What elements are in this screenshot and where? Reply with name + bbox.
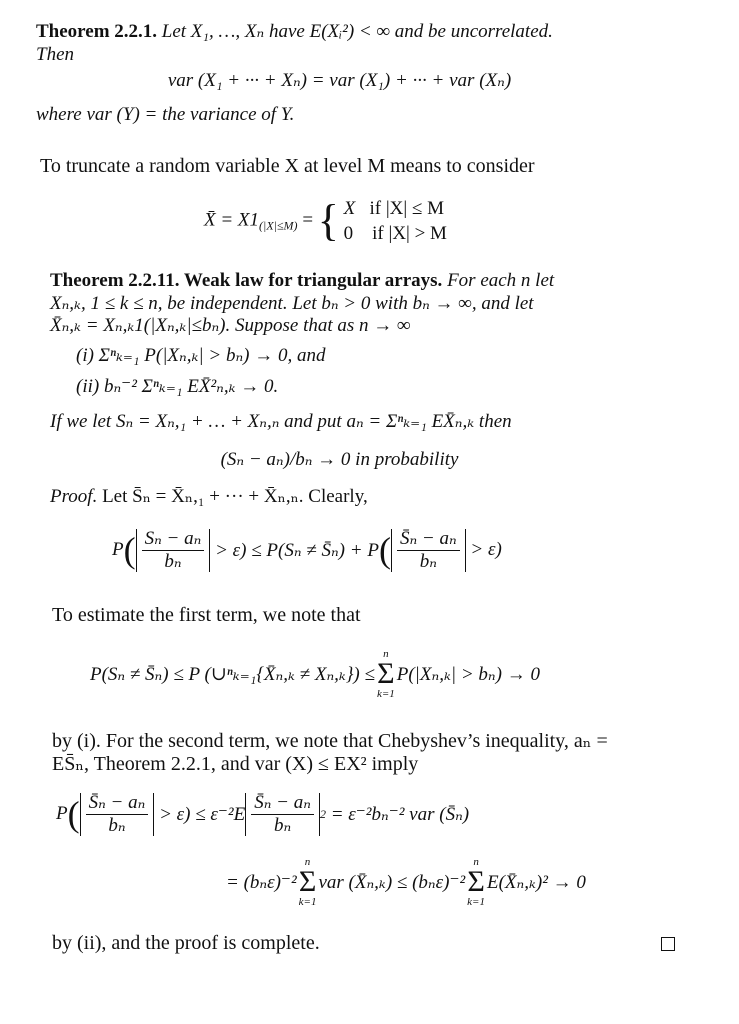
truncate-intro: To truncate a random variable X at level M means to consider [40, 155, 535, 177]
case-2: 0 if |X| > M [343, 223, 447, 244]
proof-end: by (ii), and the proof is complete. [52, 932, 320, 954]
second-term-line2: ES̄ₙ, Theorem 2.2.1, and var (X) ≤ EX² imply [52, 753, 419, 775]
condition-ii: (ii) bₙ⁻² Σⁿₖ₌₁ EX̄²ₙ,ₖ → 0. [76, 376, 279, 397]
proof-first-line: Proof. Let S̄ₙ = X̄ₙ,₁ + ··· + X̄ₙ,ₙ. Clearly, [50, 486, 368, 507]
theorem-2-2-11-iflet: If we let Sₙ = Xₙ,₁ + … + Xₙ,ₙ and put aₙ = Σⁿₖ₌₁ EX̄ₙ,ₖ then [50, 411, 512, 432]
case-1: X if |X| ≤ M [343, 198, 445, 219]
summation-symbol: n Σ k=1 [298, 856, 317, 908]
condition-i: (i) Σⁿₖ₌₁ P(|Xₙ,ₖ| > bₙ) → 0, and [76, 345, 326, 366]
probability-inequality-1: P ( $\frac{\text{Sₙ − aₙ}}{\text{bₙ}}$ > ε) ≤ P(Sₙ ≠ S̄ₙ) + P ( $\frac{\text{S̄ₙ − aₙ}}{\text{bₙ}}$ > ε) [112, 527, 502, 572]
variance-definition: where var (Y) = the variance of Y. [36, 104, 295, 125]
theorem-2-2-11-conclusion: (Sₙ − aₙ)/bₙ → 0 in probability [220, 449, 459, 470]
proof-label: Proof. [50, 486, 98, 507]
theorem-2-2-1-statement: Let X₁, …, Xₙ have E(Xᵢ²) < ∞ and be uncorrelated. [161, 21, 553, 42]
truncation-cases [344, 196, 447, 246]
first-term-bound: P(Sₙ ≠ S̄ₙ) ≤ P (∪ⁿₖ₌₁{X̄ₙ,ₖ ≠ Xₙ,ₖ}) ≤ n Σ k=1 P(|Xₙ,ₖ| > bₙ) → 0 [90, 648, 540, 700]
truncation-definition [204, 196, 739, 252]
chebyshev-bound: P ( $\frac{\text{S̄ₙ − aₙ}}{\text{bₙ}}$ > ε) ≤ ε⁻²E $\frac{\text{S̄ₙ − aₙ}}{\text{bₙ}}$ 2 = ε⁻²bₙ⁻² var (S̄ₙ) [56, 791, 470, 836]
theorem-2-2-11-label: Theorem 2.2.11. Weak law for triangular arrays. [50, 270, 443, 291]
theorem-2-2-11-line3: X̄ₙ,ₖ = Xₙ,ₖ1(|Xₙ,ₖ|≤bₙ). Suppose that as n → ∞ [50, 315, 411, 336]
theorem-2-2-1-label: Theorem 2.2.1. [36, 21, 158, 42]
truncation-lhs-indicator: (|X|≤M) [259, 218, 298, 233]
summation-symbol: n Σ k=1 [467, 856, 485, 908]
qed-square-icon [661, 937, 675, 951]
truncation-equals: = [302, 209, 314, 231]
theorem-2-2-11-line1: Theorem 2.2.11. Weak law for triangular arrays. For each n let [50, 270, 555, 291]
variance-sum-bound: = (bₙε)⁻² n Σ k=1 var (X̄ₙ,ₖ) ≤ (bₙε)⁻² n Σ k=1 E(X̄ₙ,ₖ)² → 0 [226, 856, 586, 908]
second-term-line1: by (i). For the second term, we note that Chebyshev’s inequality, aₙ = [52, 730, 608, 752]
theorem-2-2-1-line1 [36, 20, 739, 43]
estimate-first-term: To estimate the first term, we note that [52, 604, 361, 626]
truncation-lhs: X̄ = X1 [204, 209, 260, 231]
theorem-2-2-1-then: Then [36, 44, 74, 65]
theorem-2-2-11-line2: Xₙ,ₖ, 1 ≤ k ≤ n, be independent. Let bₙ > 0 with bₙ → ∞, and let [50, 293, 534, 314]
left-brace: { [317, 196, 339, 245]
summation-symbol: n Σ k=1 [376, 648, 395, 700]
variance-sum-equation: var (X₁ + ··· + Xₙ) = var (X₁) + ··· + var (Xₙ) [167, 70, 512, 91]
